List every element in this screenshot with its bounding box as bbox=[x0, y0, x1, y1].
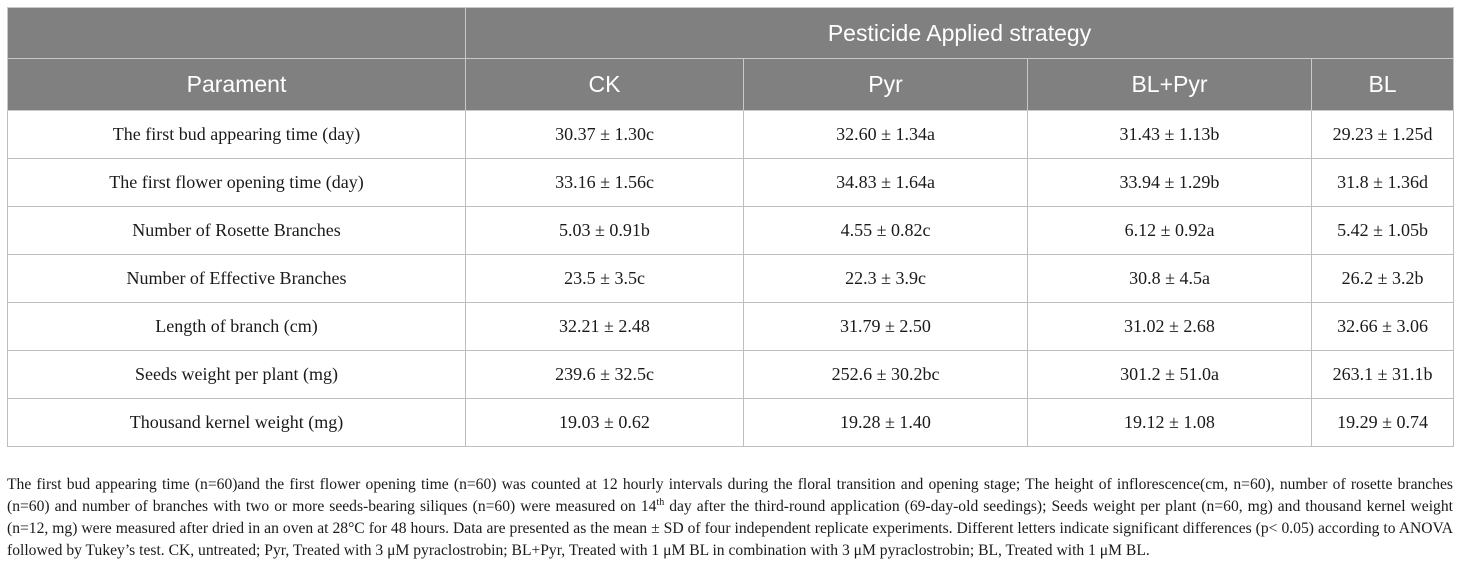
footnote-text-part2: day after the third-round application (69-day-old seedings); Seeds weight per plant (n=60, mg) and thousand kernel weight (n=12, mg) were measured after dried in an oven at 28°C for 48 hours. Data are presented as the mean ± SD of four independent replicate experiments. Different letters indicate significant differences (p< 0.05) according to ANOVA followed by Tukey’s test. CK, untreated; Pyr, Treated with 3 μM pyraclostrobin; BL+Pyr, Treated with 1 μM BL in combination with 3 μM pyraclostrobin; BL, Treated with 1 μM BL. bbox=[7, 497, 1453, 559]
cell-ck: 23.5 ± 3.5c bbox=[466, 255, 744, 303]
cell-pyr: 31.79 ± 2.50 bbox=[744, 303, 1028, 351]
cell-ck: 239.6 ± 32.5c bbox=[466, 351, 744, 399]
column-header-bl-pyr: BL+Pyr bbox=[1028, 59, 1312, 111]
cell-bl: 263.1 ± 31.1b bbox=[1312, 351, 1454, 399]
column-header-pyr: Pyr bbox=[744, 59, 1028, 111]
group-header-row bbox=[8, 8, 1454, 59]
cell-pyr: 252.6 ± 30.2bc bbox=[744, 351, 1028, 399]
cell-bl: 31.8 ± 1.36d bbox=[1312, 159, 1454, 207]
table-row bbox=[8, 111, 1454, 159]
cell-bl: 19.29 ± 0.74 bbox=[1312, 399, 1454, 447]
cell-ck: 30.37 ± 1.30c bbox=[466, 111, 744, 159]
cell-pyr: 34.83 ± 1.64a bbox=[744, 159, 1028, 207]
cell-pyr: 4.55 ± 0.82c bbox=[744, 207, 1028, 255]
row-label: Thousand kernel weight (mg) bbox=[8, 399, 466, 447]
row-label: Number of Rosette Branches bbox=[8, 207, 466, 255]
cell-pyr: 32.60 ± 1.34a bbox=[744, 111, 1028, 159]
cell-ck: 33.16 ± 1.56c bbox=[466, 159, 744, 207]
cell-bl-pyr: 30.8 ± 4.5a bbox=[1028, 255, 1312, 303]
results-table bbox=[7, 7, 1454, 447]
empty-header-cell bbox=[8, 8, 466, 59]
cell-bl-pyr: 301.2 ± 51.0a bbox=[1028, 351, 1312, 399]
column-header-row bbox=[8, 59, 1454, 111]
cell-bl-pyr: 33.94 ± 1.29b bbox=[1028, 159, 1312, 207]
column-header-bl: BL bbox=[1312, 59, 1454, 111]
table-row bbox=[8, 399, 1454, 447]
row-label: The first flower opening time (day) bbox=[8, 159, 466, 207]
column-header-ck: CK bbox=[466, 59, 744, 111]
group-header: Pesticide Applied strategy bbox=[466, 8, 1454, 59]
row-label: Number of Effective Branches bbox=[8, 255, 466, 303]
cell-ck: 5.03 ± 0.91b bbox=[466, 207, 744, 255]
cell-ck: 32.21 ± 2.48 bbox=[466, 303, 744, 351]
row-label: The first bud appearing time (day) bbox=[8, 111, 466, 159]
cell-bl-pyr: 31.43 ± 1.13b bbox=[1028, 111, 1312, 159]
table-row bbox=[8, 159, 1454, 207]
table-footnote bbox=[7, 474, 1453, 562]
row-label: Seeds weight per plant (mg) bbox=[8, 351, 466, 399]
cell-bl-pyr: 19.12 ± 1.08 bbox=[1028, 399, 1312, 447]
footnote-superscript: th bbox=[656, 496, 665, 508]
cell-ck: 19.03 ± 0.62 bbox=[466, 399, 744, 447]
cell-bl: 29.23 ± 1.25d bbox=[1312, 111, 1454, 159]
cell-pyr: 19.28 ± 1.40 bbox=[744, 399, 1028, 447]
cell-bl: 26.2 ± 3.2b bbox=[1312, 255, 1454, 303]
column-header-parament: Parament bbox=[8, 59, 466, 111]
table-row bbox=[8, 207, 1454, 255]
cell-pyr: 22.3 ± 3.9c bbox=[744, 255, 1028, 303]
row-label: Length of branch (cm) bbox=[8, 303, 466, 351]
cell-bl-pyr: 31.02 ± 2.68 bbox=[1028, 303, 1312, 351]
table-row bbox=[8, 255, 1454, 303]
table-row bbox=[8, 303, 1454, 351]
cell-bl-pyr: 6.12 ± 0.92a bbox=[1028, 207, 1312, 255]
table-row bbox=[8, 351, 1454, 399]
cell-bl: 32.66 ± 3.06 bbox=[1312, 303, 1454, 351]
table-container bbox=[7, 7, 1453, 447]
cell-bl: 5.42 ± 1.05b bbox=[1312, 207, 1454, 255]
footnote-text-part1: The first bud appearing time (n=60)and the first flower opening time (n=60) was counted at 12 hourly intervals during the floral transition and opening stage; The height of inflorescence(cm, n=60), number of rosette branches (n=60) and number of branches with two or more seeds-bearing siliques (n=60) were measured on 14 bbox=[7, 475, 1453, 515]
